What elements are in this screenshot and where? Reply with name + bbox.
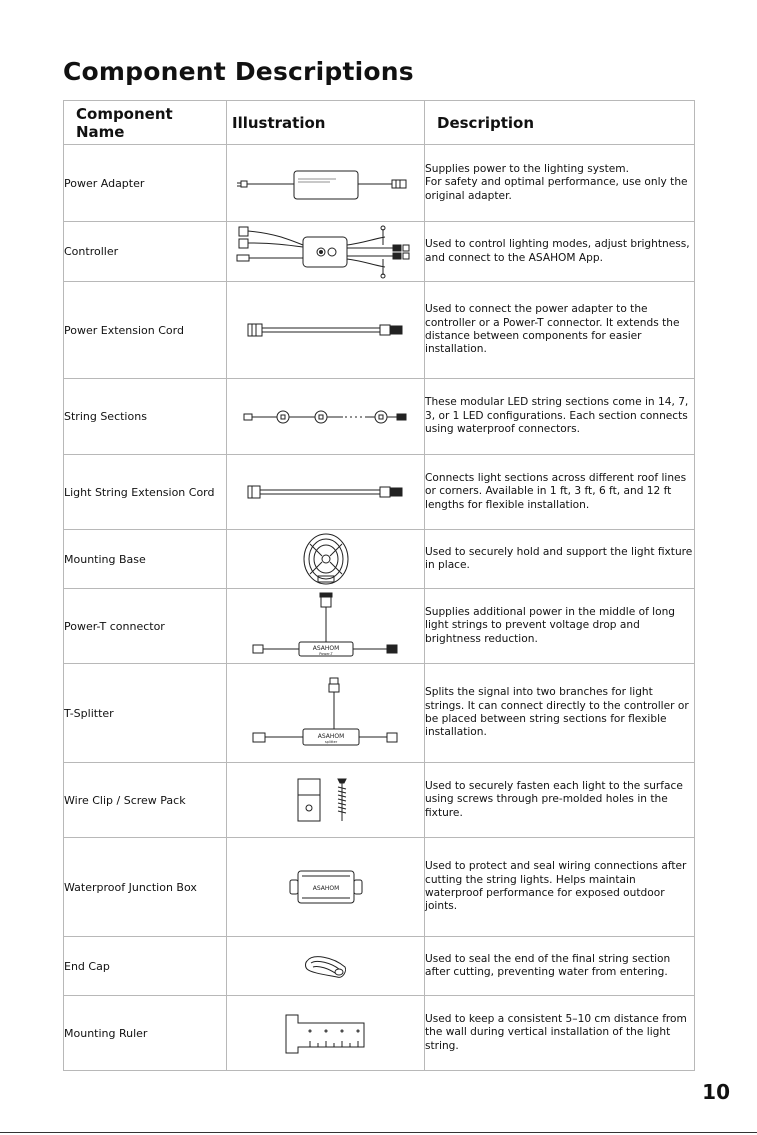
string-sections-icon [243,406,408,428]
wire-clip-screw-icon [294,775,358,825]
component-name: End Cap [64,937,227,996]
power-t-sub-label: Power-T [318,652,333,656]
component-name: Waterproof Junction Box [64,838,227,937]
illustration-cell [227,937,425,996]
header-illustration: Illustration [227,101,425,145]
brand-label: ASAHOM [317,733,344,740]
component-description: Splits the signal into two branches for light strings. It can connect directly to the controller or be placed between string sections for flexible installation. [425,664,695,763]
table-row [64,282,695,379]
illustration-cell [227,222,425,282]
table-row [64,379,695,455]
table-row [64,589,695,664]
component-name: Mounting Base [64,530,227,589]
bottom-divider [0,1132,757,1133]
table-header-row [64,101,695,145]
header-description: Description [425,101,695,145]
illustration-cell [227,996,425,1071]
illustration-cell [227,379,425,455]
component-description: Used to seal the end of the final string section after cutting, preventing water from entering. [425,937,695,996]
illustration-cell [227,763,425,838]
mounting-base-icon [300,532,352,586]
component-table [63,100,695,1071]
controller-icon [233,223,419,281]
table-row [64,664,695,763]
component-name: T-Splitter [64,664,227,763]
component-name: String Sections [64,379,227,455]
component-description: Used to control lighting modes, adjust brightness, and connect to the ASAHOM App. [425,222,695,282]
table-row [64,937,695,996]
illustration-cell [227,282,425,379]
component-name: Power Extension Cord [64,282,227,379]
table-row [64,145,695,222]
component-description: These modular LED string sections come in 14, 7, 3, or 1 LED configurations. Each section connects using waterproof connectors. [425,379,695,455]
power-adapter-icon [236,163,416,203]
component-description: Used to securely hold and support the light fixture in place. [425,530,695,589]
component-description: Supplies additional power in the middle of long light strings to prevent voltage drop and brightness reduction. [425,589,695,664]
component-description: Used to protect and seal wiring connections after cutting the string lights. Helps maintain waterproof performance for exposed outdoor joints. [425,838,695,937]
component-description: Used to connect the power adapter to the controller or a Power-T connector. It extends the distance between components for easier installation. [425,282,695,379]
page-title: Component Descriptions [63,57,414,86]
power-extension-cord-icon [246,320,406,340]
illustration-cell [227,589,425,664]
splitter-sub-label: splitter [324,740,337,744]
illustration-cell [227,455,425,530]
illustration-cell [227,530,425,589]
component-description: Used to securely fasten each light to the surface using screws through pre-molded holes in the fixture. [425,763,695,838]
mounting-ruler-icon [284,1011,368,1055]
table-row [64,763,695,838]
page-number: 10 [702,1080,730,1104]
component-description: Used to keep a consistent 5–10 cm distance from the wall during vertical installation of the light string. [425,996,695,1071]
illustration-cell [227,145,425,222]
junction-box-icon [288,868,364,906]
component-name: Power Adapter [64,145,227,222]
light-string-extension-cord-icon [246,482,406,502]
brand-label: ASAHOM [312,645,339,652]
table-row [64,455,695,530]
table-row [64,530,695,589]
end-cap-icon [303,951,349,981]
t-splitter-icon [251,677,401,749]
component-name: Mounting Ruler [64,996,227,1071]
illustration-cell [227,664,425,763]
illustration-cell [227,838,425,937]
component-description: Connects light sections across different roof lines or corners. Available in 1 ft, 3 ft, 6 ft, and 12 ft lengths for flexible installation. [425,455,695,530]
component-name: Controller [64,222,227,282]
component-name: Wire Clip / Screw Pack [64,763,227,838]
table-row [64,222,695,282]
brand-label: ASAHOM [312,885,339,892]
component-description: Supplies power to the lighting system. For safety and optimal performance, use only the original adapter. [425,145,695,222]
header-component-name: Component Name [64,101,227,145]
table-row [64,838,695,937]
component-name: Power-T connector [64,589,227,664]
component-name: Light String Extension Cord [64,455,227,530]
power-t-connector-icon [251,592,401,660]
table-row [64,996,695,1071]
